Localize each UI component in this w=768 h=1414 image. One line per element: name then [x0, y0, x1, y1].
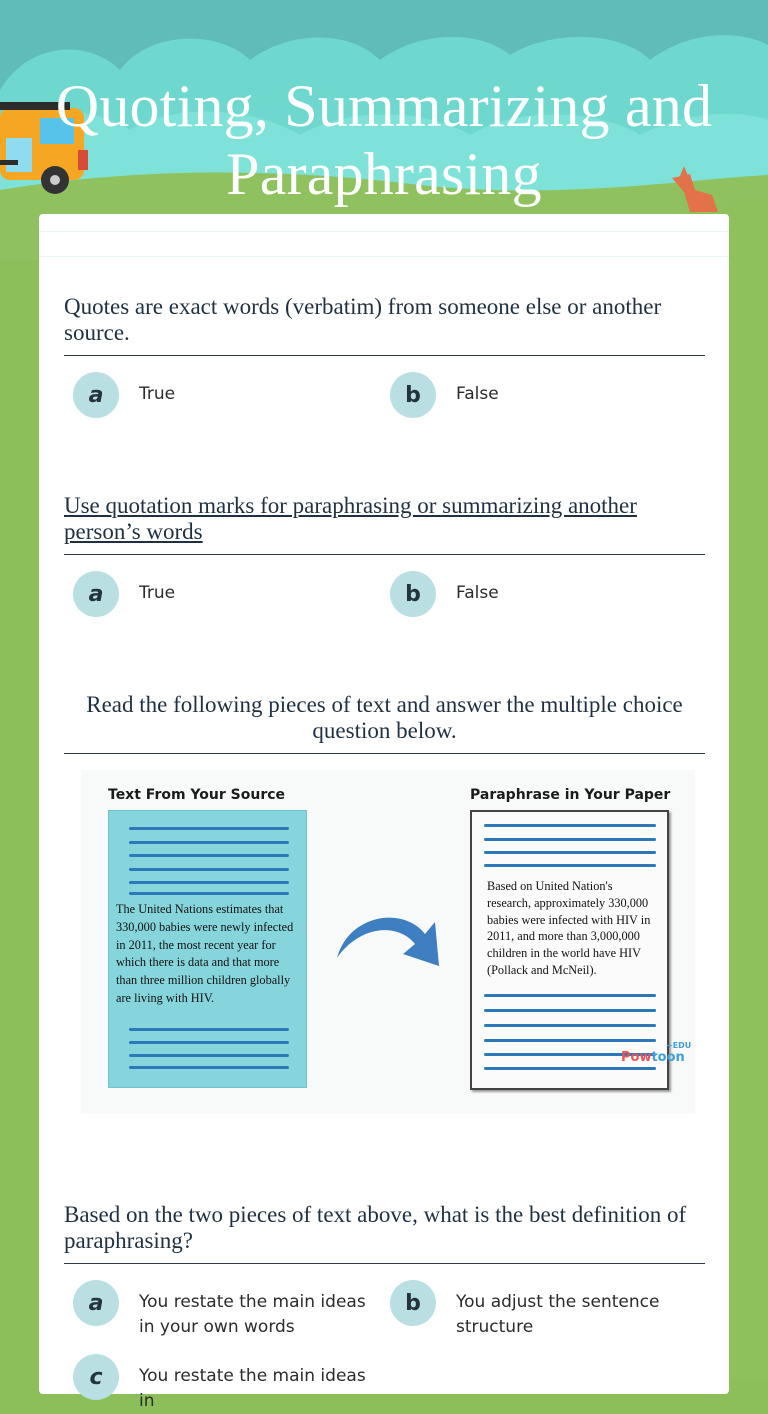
question-4-divider: [64, 1263, 705, 1264]
question-3-divider: [64, 753, 705, 754]
question-1-option-b[interactable]: [390, 372, 696, 418]
question-1-option-a[interactable]: [73, 372, 379, 418]
question-1-divider: [64, 355, 705, 356]
arrow-icon: [331, 900, 446, 970]
paraphrase-heading: Paraphrase in Your Paper: [470, 787, 671, 803]
question-2-divider: [64, 554, 705, 555]
question-2-option-b[interactable]: [390, 571, 696, 617]
option-letter-badge: a: [73, 1280, 119, 1326]
question-4-option-a[interactable]: [73, 1280, 379, 1340]
source-text-box: [108, 810, 307, 1088]
option-label: False: [456, 384, 499, 404]
option-letter-badge: b: [390, 571, 436, 617]
paraphrase-text-box: [470, 810, 669, 1090]
worksheet-card: [39, 214, 729, 1411]
paraphrase-passage: Based on United Nation's research, approximately 330,000 babies were infected with HIV in 2011, and more than 3,000,000 children in the world have HIV (Pollack and McNeil).: [487, 879, 651, 977]
option-label: True: [139, 384, 176, 404]
option-label: You restate the main ideas in your own words: [139, 1292, 366, 1337]
question-4-option-b[interactable]: [390, 1280, 696, 1340]
option-label: You adjust the sentence structure: [456, 1292, 660, 1337]
question-4-option-c[interactable]: [73, 1354, 379, 1414]
option-letter-badge: c: [73, 1354, 119, 1400]
comparison-figure: [81, 770, 695, 1114]
page-title: Quoting, Summarizing and Paraphrasing: [55, 73, 713, 207]
option-label: True: [139, 583, 176, 603]
question-1-text: Quotes are exact words (verbatim) from someone else or another source.: [64, 294, 662, 345]
watermark-oon: toon: [651, 1050, 685, 1065]
question-2-text: Use quotation marks for paraphrasing or summarizing another person’s words: [64, 493, 637, 544]
source-heading: Text From Your Source: [108, 787, 286, 803]
question-4-text: Based on the two pieces of text above, what is the best definition of paraphrasing?: [64, 1202, 687, 1253]
right-grass-strip: [728, 200, 768, 1380]
watermark-pow: Pow: [621, 1050, 652, 1065]
source-passage: The United Nations estimates that 330,000 babies were newly infected in 2011, the most recent year for which there is data and that more than three million children globally are living with HIV.: [116, 902, 294, 1005]
question-3-text: Read the following pieces of text and answer the multiple choice question below.: [86, 692, 683, 743]
option-label: You restate the main ideas in: [139, 1366, 366, 1411]
option-letter-badge: a: [73, 571, 119, 617]
option-letter-badge: b: [390, 1280, 436, 1326]
card-top-band: [39, 231, 729, 257]
watermark-edu: +EDU: [666, 1041, 692, 1050]
powtoon-watermark: [621, 1041, 692, 1065]
option-label: False: [456, 583, 499, 603]
option-letter-badge: b: [390, 372, 436, 418]
question-2-option-a[interactable]: [73, 571, 379, 617]
option-letter-badge: a: [73, 372, 119, 418]
